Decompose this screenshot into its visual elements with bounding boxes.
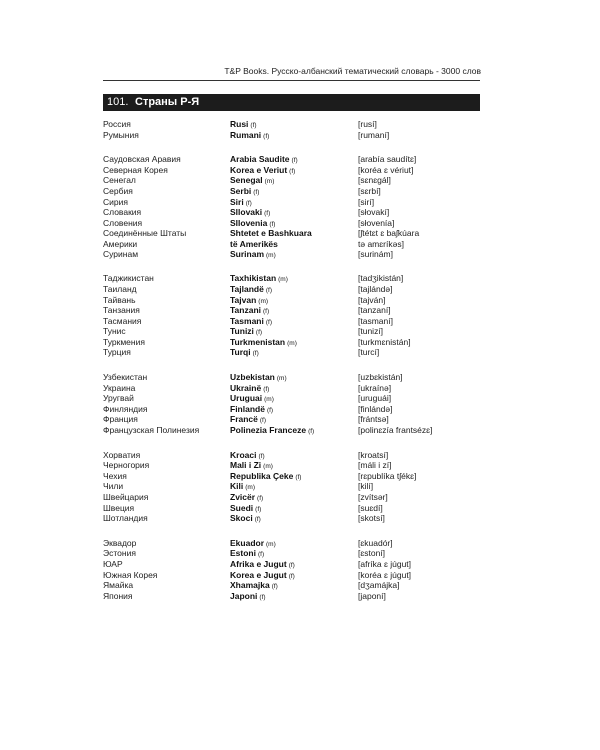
transcription: [tanzaní] <box>358 305 391 316</box>
gender-marker: (m) <box>278 276 288 284</box>
transcription: [skotsí] <box>358 513 385 524</box>
gender-marker: (m) <box>245 484 255 492</box>
gender-marker: (f) <box>259 593 266 601</box>
russian-word: Северная Корея <box>103 164 168 175</box>
entry-row <box>103 580 480 591</box>
russian-word: Хорватия <box>103 449 141 460</box>
albanian-word: Uruguai <box>230 393 263 404</box>
albanian-word: Kili <box>230 481 244 492</box>
transcription: [máli i zí] <box>358 460 392 471</box>
albanian-word: Siri <box>230 196 244 207</box>
albanian-word-cell <box>230 513 358 526</box>
albanian-word: Korea e Jugut <box>230 569 287 580</box>
albanian-word: Tanzani <box>230 305 262 316</box>
transcription: [dʒamájka] <box>358 580 400 591</box>
russian-word: Французская Полинезия <box>103 425 200 436</box>
albanian-word: Finlandë <box>230 403 265 414</box>
entry-row <box>103 591 480 602</box>
transcription: [tunizí] <box>358 326 384 337</box>
transcription: [kroatsí] <box>358 449 389 460</box>
albanian-word: Shtetet e Bashkuara të Amerikës <box>230 228 312 249</box>
transcription: [turcí] <box>358 347 380 358</box>
albanian-word: Kroaci <box>230 449 257 460</box>
transcription: [uruguái] <box>358 393 392 404</box>
gender-marker: (f) <box>259 417 267 425</box>
gender-marker: (m) <box>287 339 297 347</box>
gender-marker: (f) <box>291 157 298 165</box>
transcription: [tajván] <box>358 294 386 305</box>
transcription: [rumaní] <box>358 129 390 140</box>
entry-row <box>103 393 480 404</box>
russian-word: Тайвань <box>103 294 136 305</box>
section-number: 101. <box>107 96 129 108</box>
russian-word: Франция <box>103 414 138 425</box>
transcription: [frántsə] <box>358 414 389 425</box>
transcription: [zvítsər] <box>358 492 388 503</box>
russian-word: Чили <box>103 481 124 492</box>
transcription: [ɛkuadór] <box>358 537 393 548</box>
entry-row <box>103 372 480 383</box>
entry-group <box>103 154 480 259</box>
gender-marker: (f) <box>288 572 295 580</box>
gender-marker: (m) <box>263 463 273 471</box>
russian-word: Япония <box>103 590 133 601</box>
albanian-word: Tajlandë <box>230 283 264 294</box>
albanian-word: Polinezia Franceze <box>230 425 307 436</box>
albanian-word: Turkmenistan <box>230 336 286 347</box>
albanian-word: Taxhikistan <box>230 273 277 284</box>
entry-row <box>103 570 480 581</box>
entry-row <box>103 175 480 186</box>
albanian-word: Serbi <box>230 185 252 196</box>
transcription: [sirí] <box>358 196 375 207</box>
section-heading-bar <box>103 94 480 111</box>
transcription: [suɛdí] <box>358 502 383 513</box>
albanian-word-cell <box>230 347 358 360</box>
entry-row <box>103 425 480 436</box>
entry-row <box>103 548 480 559</box>
gender-marker: (f) <box>269 220 276 228</box>
gender-marker: (m) <box>276 375 287 383</box>
transcription: [finlándə] <box>358 403 393 414</box>
entry-row <box>103 460 480 471</box>
transcription: [afríka ɛ júgut] <box>358 558 412 569</box>
gender-marker: (f) <box>289 167 296 175</box>
gender-marker: (m) <box>266 540 276 548</box>
transcription: [słovakí] <box>358 207 390 218</box>
entry-row <box>103 492 480 503</box>
entry-row <box>103 326 480 337</box>
entry-row <box>103 337 480 348</box>
entry-row <box>103 513 480 524</box>
entry-group <box>103 372 480 436</box>
transcription: [arabía saudítɛ] <box>358 154 417 165</box>
albanian-word: Ukrainë <box>230 382 262 393</box>
gender-marker: (f) <box>308 428 315 436</box>
transcription: [ukraínə] <box>358 382 392 393</box>
transcription: [koréa ɛ júgut] <box>358 569 412 580</box>
russian-word: Саудовская Аравия <box>103 154 181 165</box>
gender-marker: (f) <box>254 516 261 524</box>
russian-word: Словения <box>103 217 143 228</box>
entry-row <box>103 450 480 461</box>
gender-marker: (m) <box>264 396 274 404</box>
albanian-word: Xhamajka <box>230 580 270 591</box>
gender-marker: (f) <box>255 505 262 513</box>
transcription: [rusí] <box>358 119 377 129</box>
russian-word: Уругвай <box>103 393 134 404</box>
gender-marker: (f) <box>258 452 265 460</box>
gender-marker: (m) <box>266 251 276 259</box>
albanian-word: Estoni <box>230 548 256 559</box>
russian-word: Тунис <box>103 326 126 337</box>
gender-marker: (f) <box>263 308 270 316</box>
gender-marker: (m) <box>258 297 269 305</box>
transcription: [kilí] <box>358 481 374 492</box>
russian-word: Румыния <box>103 129 139 140</box>
albanian-word: Suedi <box>230 502 254 513</box>
albanian-word-cell <box>230 130 358 143</box>
gender-marker: (f) <box>250 122 257 129</box>
russian-word: Турция <box>103 347 131 358</box>
russian-word: Черногория <box>103 460 150 471</box>
russian-word: Украина <box>103 382 136 393</box>
russian-word: Туркмения <box>103 336 145 347</box>
russian-word: Эквадор <box>103 537 137 548</box>
entry-row <box>103 228 480 248</box>
transcription: [tasmaní] <box>358 315 393 326</box>
gender-marker: (f) <box>245 199 252 207</box>
entry-row <box>103 130 480 141</box>
transcription: [turkmɛnistán] <box>358 336 411 347</box>
transcription: [tadʒikistán] <box>358 273 404 284</box>
russian-word: ЮАР <box>103 558 123 569</box>
entry-row <box>103 249 480 260</box>
section-title: Страны Р-Я <box>135 96 200 108</box>
albanian-word: Japoni <box>230 590 258 601</box>
gender-marker: (f) <box>255 329 263 337</box>
entry-row <box>103 383 480 394</box>
entry-row <box>103 559 480 570</box>
entry-row <box>103 284 480 295</box>
entry-row <box>103 471 480 482</box>
gender-marker: (m) <box>264 178 275 186</box>
albanian-word: Korea e Veriut <box>230 164 288 175</box>
entry-group <box>103 119 480 140</box>
albanian-word: Francë <box>230 414 258 425</box>
albanian-word-cell <box>230 591 358 604</box>
transcription: [uzbɛkistán] <box>358 372 403 383</box>
gender-marker: (f) <box>253 188 260 196</box>
russian-word: Таиланд <box>103 283 137 294</box>
gender-marker: (f) <box>257 551 265 559</box>
russian-word: Тасмания <box>103 315 142 326</box>
gender-marker: (f) <box>263 385 270 393</box>
transcription: [tajlándə] <box>358 283 393 294</box>
entry-row <box>103 481 480 492</box>
albanian-word: Republika Çeke <box>230 470 294 481</box>
transcription: [polinɛzía frantsézɛ] <box>358 425 433 436</box>
albanian-word: Arabia Saudite <box>230 154 290 165</box>
header-rule <box>103 80 480 81</box>
russian-word: Сирия <box>103 196 128 207</box>
transcription: [ʃtétɛt ɛ baʃkúara tə amɛríkəs] <box>358 228 420 249</box>
albanian-word-cell <box>230 249 358 262</box>
albanian-word: Afrika e Jugut <box>230 558 287 569</box>
transcription: [surinám] <box>358 248 393 259</box>
albanian-word: Zvicër <box>230 492 256 503</box>
entry-row <box>103 404 480 415</box>
transcription: [japoní] <box>358 590 386 601</box>
entry-row <box>103 154 480 165</box>
albanian-word: Tajvan <box>230 294 257 305</box>
transcription: [koréa ɛ vériut] <box>358 164 414 175</box>
albanian-word: Tasmani <box>230 315 264 326</box>
gender-marker: (f) <box>257 495 264 503</box>
albanian-word: Surinam <box>230 248 265 259</box>
albanian-word-cell <box>230 425 358 438</box>
russian-word: Швейцария <box>103 492 149 503</box>
entry-row <box>103 503 480 514</box>
russian-word: Шотландия <box>103 513 148 524</box>
entry-row <box>103 218 480 229</box>
transcription: [sɛrbí] <box>358 185 381 196</box>
albanian-word: Tunizi <box>230 326 254 337</box>
transcription: [ɛstoní] <box>358 548 386 559</box>
russian-word: Словакия <box>103 207 142 218</box>
albanian-word: Rumani <box>230 129 262 140</box>
russian-word: Танзания <box>103 305 140 316</box>
entry-row <box>103 347 480 358</box>
albanian-word: Mali i Zi <box>230 460 262 471</box>
entry-row <box>103 165 480 176</box>
russian-word: Суринам <box>103 248 139 259</box>
gender-marker: (f) <box>252 350 259 358</box>
gender-marker: (f) <box>271 583 278 591</box>
entry-group <box>103 273 480 358</box>
russian-word: Южная Корея <box>103 569 158 580</box>
gender-marker: (f) <box>265 286 272 294</box>
entry-group <box>103 450 480 524</box>
russian-word: Соединённые Штаты Америки <box>103 228 187 249</box>
gender-marker: (f) <box>266 406 274 414</box>
russian-word: Сербия <box>103 185 133 196</box>
russian-word: Чехия <box>103 470 127 481</box>
albanian-word: Uzbekistan <box>230 372 275 383</box>
albanian-word: Ekuador <box>230 537 265 548</box>
vocabulary-list <box>103 119 480 615</box>
entry-row <box>103 295 480 306</box>
transcription: [rɛpublíka tʃékɛ] <box>358 470 417 481</box>
russian-word: Эстония <box>103 548 136 559</box>
albanian-word: Sllovaki <box>230 207 263 218</box>
transcription: [sɛnɛgál] <box>358 175 391 186</box>
gender-marker: (f) <box>263 132 270 140</box>
entry-row <box>103 207 480 218</box>
russian-word: Таджикистан <box>103 273 154 284</box>
albanian-word: Rusi <box>230 119 249 129</box>
entry-row <box>103 316 480 327</box>
entry-row <box>103 305 480 316</box>
entry-row <box>103 414 480 425</box>
gender-marker: (f) <box>264 210 271 218</box>
russian-word: Швеция <box>103 502 135 513</box>
gender-marker: (f) <box>265 318 272 326</box>
transcription: [słovenía] <box>358 217 395 228</box>
gender-marker: (f) <box>295 473 302 481</box>
albanian-word: Sllovenia <box>230 217 268 228</box>
russian-word: Узбекистан <box>103 372 148 383</box>
running-head: T&P Books. Русско-албанский тематический словарь - 3000 слов <box>224 66 481 76</box>
albanian-word: Senegal <box>230 175 263 186</box>
entry-row <box>103 186 480 197</box>
gender-marker: (f) <box>288 561 295 569</box>
albanian-word: Skoci <box>230 513 253 524</box>
russian-word: Россия <box>103 119 131 129</box>
russian-word: Ямайка <box>103 580 134 591</box>
entry-row <box>103 197 480 208</box>
entry-group <box>103 538 480 602</box>
entry-row <box>103 538 480 549</box>
albanian-word: Turqi <box>230 347 251 358</box>
russian-word: Финляндия <box>103 403 148 414</box>
entry-row <box>103 119 480 130</box>
entry-row <box>103 273 480 284</box>
russian-word: Сенегал <box>103 175 136 186</box>
